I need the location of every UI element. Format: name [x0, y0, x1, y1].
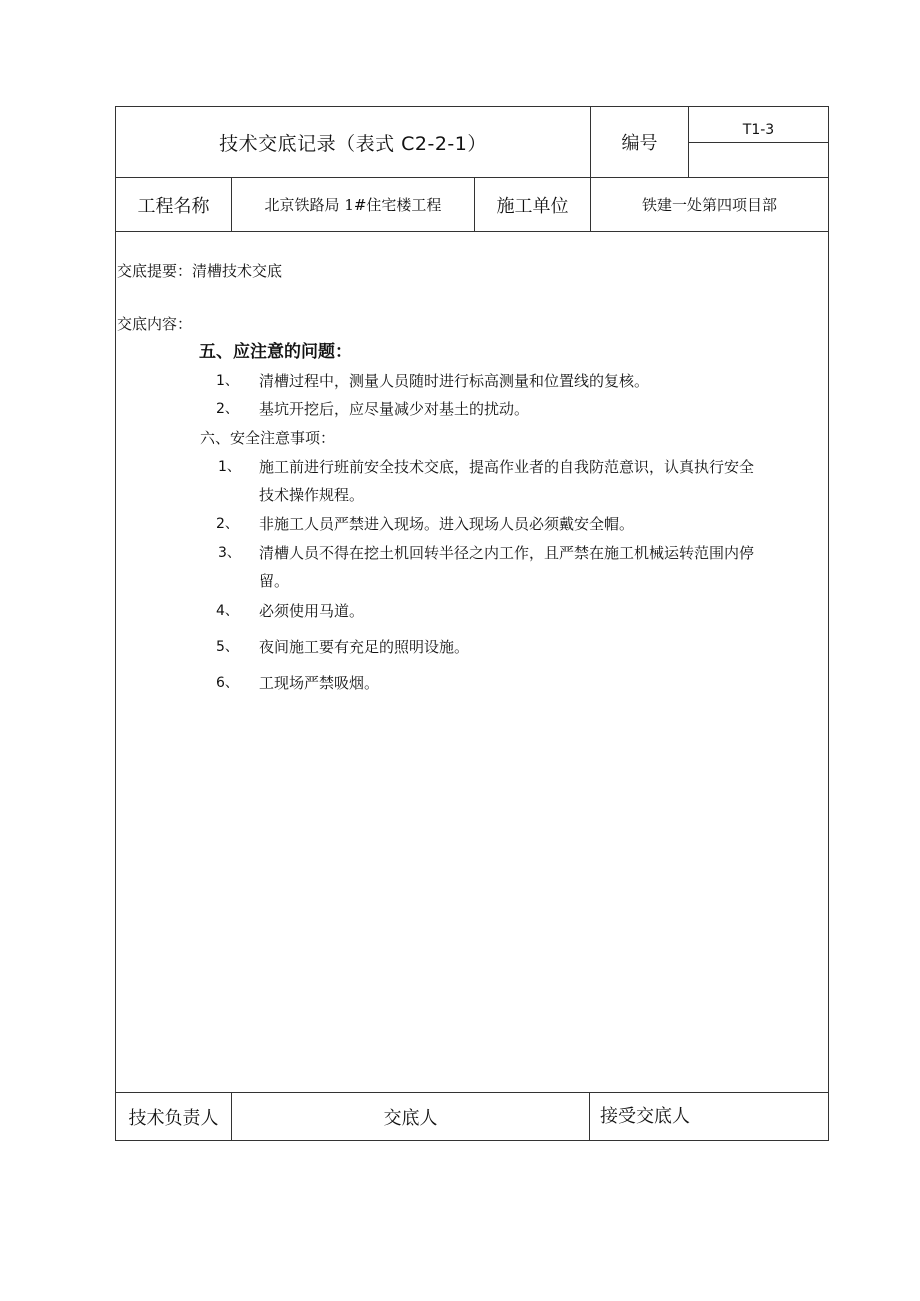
list-item-number: 4、: [216, 603, 239, 619]
list-item-number: 2、: [216, 516, 239, 532]
list-item-text-continued: 留。: [259, 572, 290, 590]
list-item-number: 1、: [216, 373, 239, 389]
list-item-text: 夜间施工要有充足的照明设施。: [259, 638, 470, 656]
form-title: 技术交底记录（表式 C2-2-1）: [219, 132, 487, 155]
list-item-text: 非施工人员严禁进入现场。进入现场人员必须戴安全帽。: [259, 515, 635, 533]
summary-value: 清槽技术交底: [192, 262, 283, 280]
list-item-number: 6、: [216, 675, 239, 691]
list-item-text: 必须使用马道。: [259, 602, 365, 620]
section-6-heading: 六、安全注意事项：: [200, 429, 336, 447]
construction-unit-label: 施工单位: [496, 195, 569, 217]
list-item-text-continued: 技术操作规程。: [259, 486, 365, 504]
border-bottom: [115, 1140, 829, 1141]
number-value-empty-cell: [689, 143, 828, 177]
construction-unit-value: 铁建一处第四项目部: [641, 196, 777, 214]
project-name-label: 工程名称: [137, 195, 210, 217]
summary-line: [117, 260, 282, 282]
footer-divider-2: [589, 1092, 590, 1141]
list-item-number: 3、: [218, 545, 241, 561]
list-item-number: 2、: [216, 401, 239, 417]
project-name-value: 北京铁路局 1#住宅楼工程: [264, 196, 442, 214]
section-5-heading: 五、应注意的问题：: [199, 342, 352, 362]
list-item-text: 基坑开挖后，应尽量减少对基土的扰动。: [259, 400, 530, 418]
list-item-number: 5、: [216, 639, 239, 655]
receiver-label: 接受交底人: [600, 1106, 690, 1127]
content-label: 交底内容：: [117, 315, 193, 333]
border-left: [115, 106, 116, 1141]
tech-lead-label: 技术负责人: [128, 1107, 219, 1129]
list-item-text: 工现场严禁吸烟。: [259, 674, 380, 692]
border-right: [828, 106, 829, 1141]
list-item-text: 清槽人员不得在挖土机回转半径之内工作，且严禁在施工机械运转范围内停: [259, 544, 755, 562]
list-item-number: 1、: [218, 459, 241, 475]
number-label: 编号: [621, 133, 658, 154]
number-value: T1-3: [742, 122, 775, 138]
list-item-text: 清槽过程中，测量人员随时进行标高测量和位置线的复核。: [259, 372, 650, 390]
border-project-bottom: [115, 231, 829, 232]
list-item-text: 施工前进行班前安全技术交底，提高作业者的自我防范意识，认真执行安全: [259, 458, 755, 476]
summary-label: 交底提要：: [117, 262, 193, 280]
presenter-label: 交底人: [383, 1107, 438, 1129]
